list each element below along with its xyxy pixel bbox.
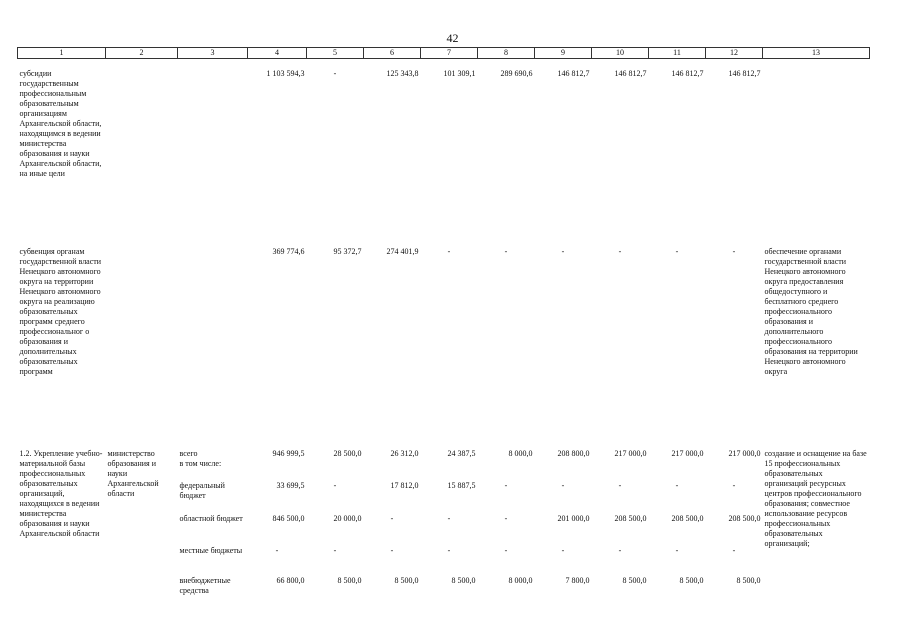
value-year-2 [364, 459, 421, 481]
value-year-5 [535, 459, 592, 481]
value-year-1: 20 000,0 [333, 514, 362, 523]
value-year-1: 95 372,7 [333, 247, 362, 256]
value-year-4: 8 000,0 [508, 449, 533, 458]
header-cell: 9 [535, 48, 592, 59]
value-total: 846 500,0 [272, 514, 305, 523]
page-number: 42 [446, 31, 459, 45]
value-year-3: - [447, 247, 451, 256]
measure-name: 1.2. Укрепление учебно-материальной базы профессиональных образовательных организаций, находящихся в ведении министерства образования и науки Архангельской области [19, 449, 103, 538]
value-year-2: 125 343,8 [386, 69, 419, 78]
value-year-2: 26 312,0 [390, 449, 419, 458]
value-year-5: 7 800,0 [565, 576, 590, 585]
value-year-5: 201 000,0 [557, 514, 590, 523]
value-year-7: 217 000,0 [671, 449, 704, 458]
value-year-2: 274 401,9 [386, 247, 419, 256]
spacer-row [18, 59, 870, 70]
value-total [248, 459, 307, 481]
source-label: в том числе: [179, 459, 222, 468]
value-year-7: - [675, 481, 679, 490]
value-year-6: 8 500,0 [622, 576, 647, 585]
value-year-6: 208 500,0 [614, 514, 647, 523]
value-year-8: - [732, 247, 736, 256]
value-year-5: 208 800,0 [557, 449, 590, 458]
header-cell: 8 [478, 48, 535, 59]
value-year-4: 289 690,6 [500, 69, 533, 78]
expected-result: создание и оснащение на базе 15 профессиональных образовательных организаций ресурсных центров профессионального образования; совместное использование ресурсов профессиональных образовательных организаций; [764, 449, 867, 548]
source-label: всего [179, 449, 198, 458]
header-cell: 7 [421, 48, 478, 59]
value-year-6 [592, 459, 649, 481]
value-year-8: 217 000,0 [728, 449, 761, 458]
value-year-5: - [561, 247, 565, 256]
value-total: 33 699,5 [276, 481, 305, 490]
value-total: 369 774,6 [272, 247, 305, 256]
value-year-7: - [675, 546, 679, 555]
value-total: 1 103 594,3 [266, 69, 305, 78]
header-cell: 12 [706, 48, 763, 59]
value-year-3: - [447, 514, 451, 523]
value-year-7: 8 500,0 [679, 576, 704, 585]
source-cell [178, 69, 248, 247]
value-year-8: - [732, 481, 736, 490]
value-year-4 [478, 459, 535, 481]
value-year-8: 146 812,7 [728, 69, 761, 78]
value-year-4: 8 000,0 [508, 576, 533, 585]
header-row [18, 48, 870, 59]
source-label: федеральный бюджет [179, 481, 225, 500]
executor-cell [106, 69, 178, 247]
value-year-3: 15 887,5 [447, 481, 476, 490]
value-year-1 [307, 459, 364, 481]
source-label: областной бюджет [179, 514, 243, 523]
table-row-item12-total [18, 449, 870, 459]
expected-result: обеспечение органами государственной власти Ненецкого автономного округа предоставления общедоступного и бесплатного среднего профессионального образования и дополнительного профессионального образования на территории Ненецкого автономного округа [764, 247, 858, 376]
value-year-1: - [333, 69, 337, 78]
header-cell: 10 [592, 48, 649, 59]
value-year-3 [421, 459, 478, 481]
value-year-7 [649, 459, 706, 481]
value-year-8: 208 500,0 [728, 514, 761, 523]
value-year-6: - [618, 481, 622, 490]
value-year-4: - [504, 481, 508, 490]
value-year-8: - [732, 546, 736, 555]
program-table [17, 47, 870, 606]
executor-cell [106, 247, 178, 449]
value-year-6: - [618, 247, 622, 256]
value-year-3: 24 387,5 [447, 449, 476, 458]
value-year-7: 208 500,0 [671, 514, 704, 523]
value-year-1: - [333, 546, 337, 555]
value-year-4: - [504, 514, 508, 523]
value-year-3: 101 309,1 [443, 69, 476, 78]
header-cell: 6 [364, 48, 421, 59]
value-year-6: 146 812,7 [614, 69, 647, 78]
header-cell: 1 [18, 48, 106, 59]
value-year-1: - [333, 481, 337, 490]
value-year-2: 17 812,0 [390, 481, 419, 490]
source-label: местные бюджеты [179, 546, 243, 555]
source-label: внебюджетные средства [179, 576, 231, 595]
header-cell: 11 [649, 48, 706, 59]
value-year-7: - [675, 247, 679, 256]
value-year-1: 8 500,0 [337, 576, 362, 585]
value-total: - [275, 546, 279, 555]
value-total: 66 800,0 [276, 576, 305, 585]
measure-name: субсидии государственным профессиональным образовательным организациям Архангельской области, находящимся в ведении министерства образования и науки Архангельской области, на иные цели [19, 69, 102, 178]
measure-name: субвенция органам государственной власти Ненецкого автономного округа на территории Ненецкого автономного округа на реализацию образовательных программ среднего профессиональног о образования и дополнительных образовательных программ [19, 247, 102, 376]
expected-result [763, 69, 870, 247]
header-cell: 2 [106, 48, 178, 59]
value-year-2: - [390, 546, 394, 555]
value-year-5: - [561, 546, 565, 555]
header-cell: 5 [307, 48, 364, 59]
executor-cell: министерство образования и науки Архангельской области [107, 449, 159, 498]
source-cell [178, 247, 248, 449]
value-year-4: - [504, 546, 508, 555]
value-year-7: 146 812,7 [671, 69, 704, 78]
value-year-5: - [561, 481, 565, 490]
value-year-8 [706, 459, 763, 481]
value-year-4: - [504, 247, 508, 256]
table-row-subsidy [18, 69, 870, 247]
value-year-6: - [618, 546, 622, 555]
value-year-3: 8 500,0 [451, 576, 476, 585]
value-year-5: 146 812,7 [557, 69, 590, 78]
value-total: 946 999,5 [272, 449, 305, 458]
header-cell: 13 [763, 48, 870, 59]
value-year-3: - [447, 546, 451, 555]
header-cell: 3 [178, 48, 248, 59]
header-cell: 4 [248, 48, 307, 59]
value-year-1: 28 500,0 [333, 449, 362, 458]
value-year-2: - [390, 514, 394, 523]
value-year-8: 8 500,0 [736, 576, 761, 585]
table-row-subvention [18, 247, 870, 449]
value-year-6: 217 000,0 [614, 449, 647, 458]
value-year-2: 8 500,0 [394, 576, 419, 585]
